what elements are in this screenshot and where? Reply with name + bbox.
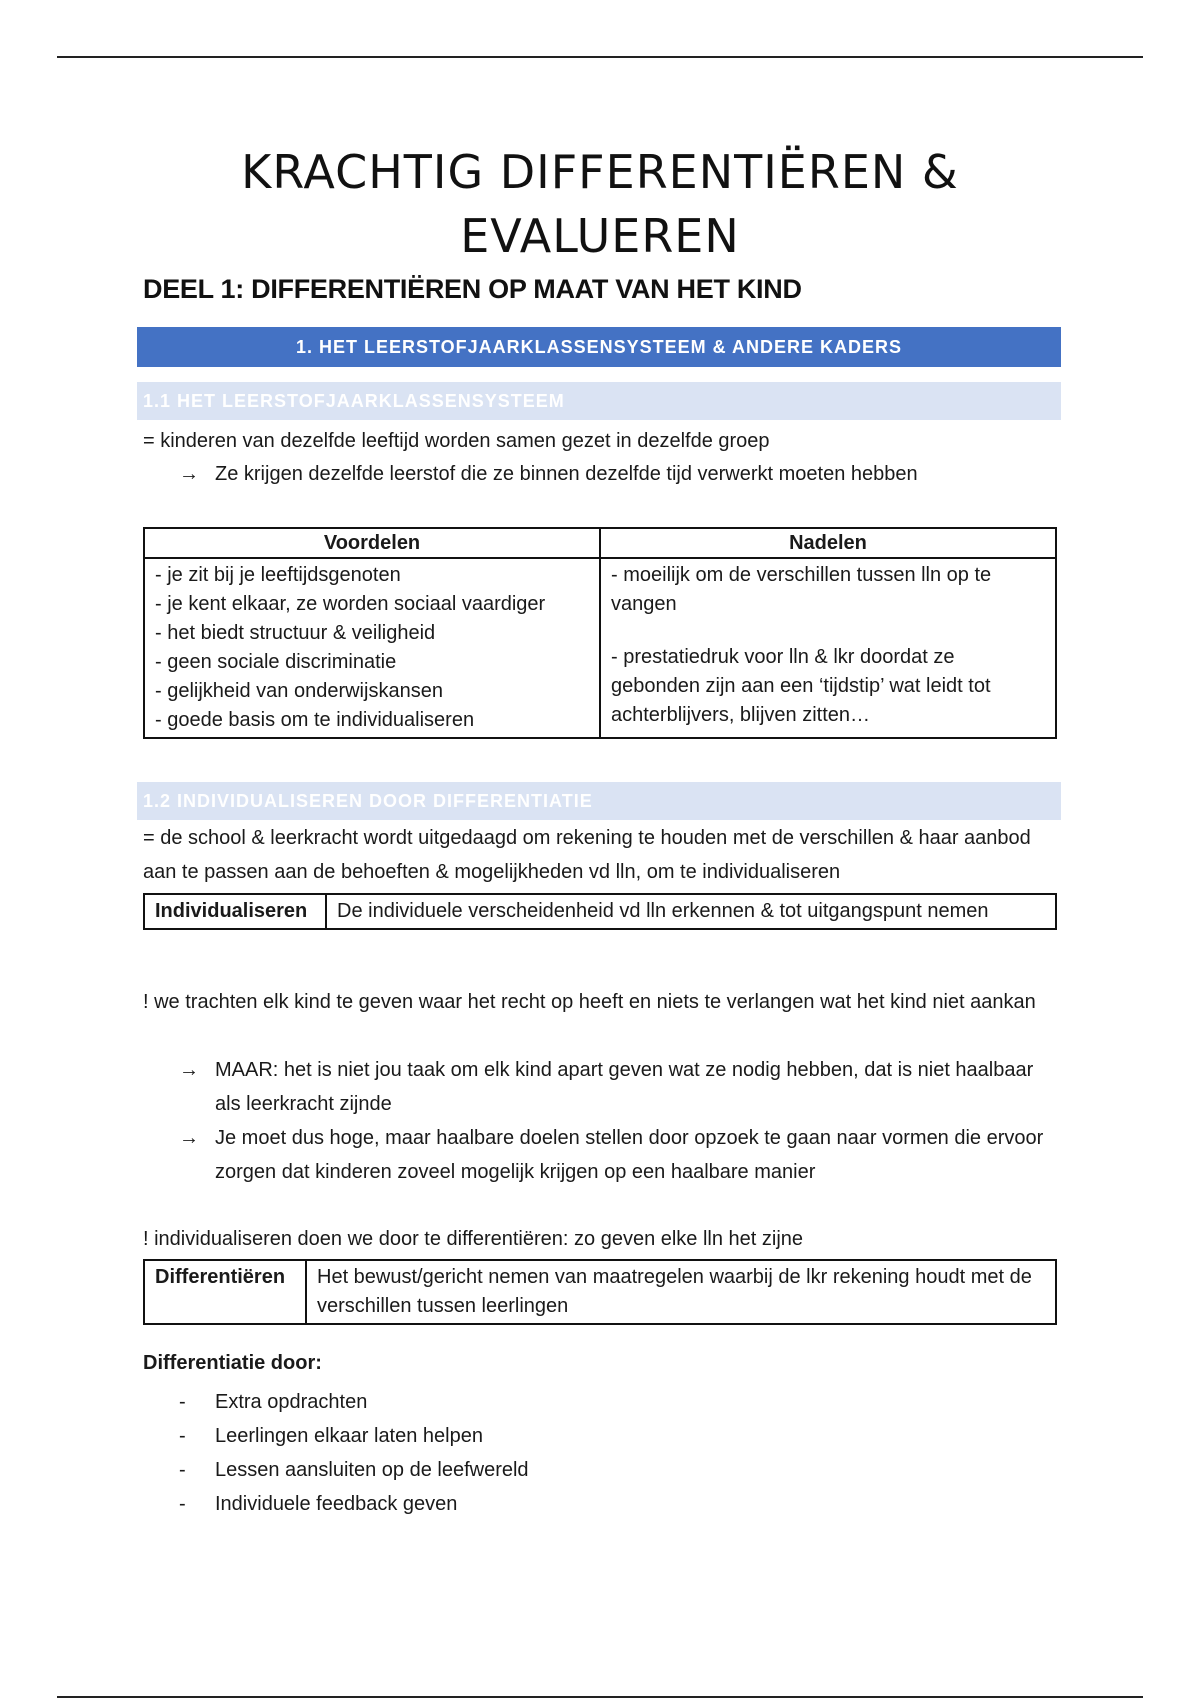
pros-cell xyxy=(144,558,600,738)
list-item: - Extra opdrachten xyxy=(179,1391,368,1413)
pro-item: - geen sociale discriminatie xyxy=(155,651,397,673)
list-item: - Leerlingen elkaar laten helpen xyxy=(179,1425,483,1447)
spacer xyxy=(611,619,1045,643)
header-rule xyxy=(57,56,1143,58)
note-text: ! we trachten elk kind te geven waar het recht op heeft en niets te verlangen wat het kind niet aankan xyxy=(143,991,1036,1013)
definition-text-2: = de school & leerkracht wordt uitgedaagd om rekening te houden met de verschillen & haar aanbod aan te passen aan de behoeften & mogelijkheden vd lln, om te individualiseren xyxy=(143,827,1031,883)
term-cell: Individualiseren xyxy=(144,894,326,929)
note-text-2: ! individualiseren doen we door te differentiëren: zo geven elke lln het zijne xyxy=(143,1228,804,1250)
list-item: - Individuele feedback geven xyxy=(179,1493,458,1515)
definition-text: = kinderen van dezelfde leeftijd worden samen gezet in dezelfde groep xyxy=(143,430,770,452)
definition-table-differentieren xyxy=(143,1259,1057,1325)
term-cell: Differentiëren xyxy=(144,1260,306,1324)
arrow-point: → MAAR: het is niet jou taak om elk kind apart geven wat ze nodig hebben, dat is niet haalbaar als leerkracht zijnde xyxy=(179,1053,1059,1121)
list-item: - Lessen aansluiten op de leefwereld xyxy=(179,1459,529,1481)
differentiation-heading: Differentiatie door: xyxy=(143,1352,322,1374)
section-heading-1: 1. HET LEERSTOFJAARKLASSENSYSTEEM & ANDERE KADERS xyxy=(137,327,1061,367)
pro-item: - gelijkheid van onderwijskansen xyxy=(155,680,443,702)
cons-header: Nadelen xyxy=(600,528,1056,558)
pro-item: - goede basis om te individualiseren xyxy=(155,709,475,731)
con-item: - prestatiedruk voor lln & lkr doordat ze gebonden zijn aan een ‘tijdstip’ wat leidt tot achterblijvers, blijven zitten… xyxy=(611,646,991,726)
footer-rule xyxy=(57,1696,1143,1698)
con-item: - moeilijk om de verschillen tussen lln op te vangen xyxy=(611,564,992,615)
arrow-icon: → xyxy=(179,1127,199,1149)
arrow-point: → Je moet dus hoge, maar haalbare doelen stellen door opzoek te gaan naar vormen die ervoor zorgen dat kinderen zoveel mogelijk krijgen op een haalbare manier xyxy=(179,1121,1059,1189)
arrow-icon: → xyxy=(179,1059,199,1081)
arrow-point: → Ze krijgen dezelfde leerstof die ze binnen dezelfde tijd verwerkt moeten hebben xyxy=(179,457,918,491)
subsection-heading-1-2: 1.2 INDIVIDUALISEREN DOOR DIFFERENTIATIE xyxy=(137,782,1061,820)
pro-item: - het biedt structuur & veiligheid xyxy=(155,622,436,644)
definition-cell: Het bewust/gericht nemen van maatregelen waarbij de lkr rekening houdt met de verschillen tussen leerlingen xyxy=(306,1260,1056,1324)
definition-cell: De individuele verscheidenheid vd lln erkennen & tot uitgangspunt nemen xyxy=(326,894,1056,929)
part-title: DEEL 1: DIFFERENTIËREN OP MAAT VAN HET KIND xyxy=(143,274,802,304)
title-line-1: KRACHTIG DIFFERENTIËREN & xyxy=(241,145,959,199)
cons-cell xyxy=(600,558,1056,738)
subsection-heading-1-1: 1.1 HET LEERSTOFJAARKLASSENSYSTEEM xyxy=(137,382,1061,420)
document-title xyxy=(0,140,1200,268)
definition-table-individualiseren xyxy=(143,893,1057,930)
pros-header: Voordelen xyxy=(144,528,600,558)
title-line-2: EVALUEREN xyxy=(460,209,740,263)
arrow-icon: → xyxy=(179,463,199,485)
pros-cons-table xyxy=(143,527,1057,739)
pro-item: - je kent elkaar, ze worden sociaal vaardiger xyxy=(155,593,546,615)
pro-item: - je zit bij je leeftijdsgenoten xyxy=(155,564,401,586)
